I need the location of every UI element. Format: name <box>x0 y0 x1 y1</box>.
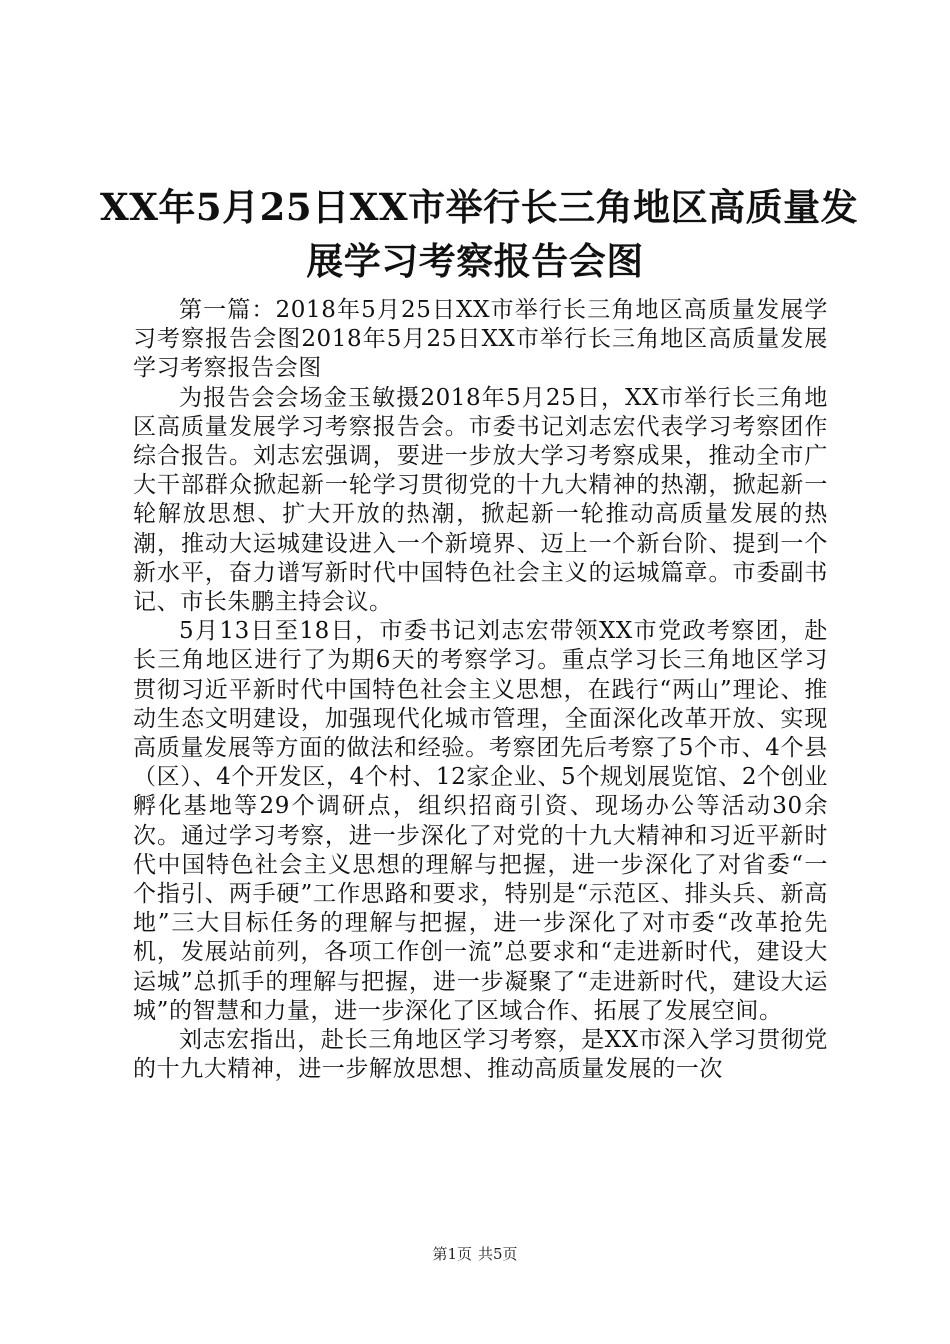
page-total: 共5页 <box>478 1245 518 1263</box>
title-line-2: 展学习考察报告会图 <box>306 239 644 283</box>
paragraph-4: 刘志宏指出，赴长三角地区学习考察，是XX市深入学习贯彻党的十九大精神，进一步解放思想、推动高质量发展的一次 <box>133 1027 828 1083</box>
paragraph-3: 5月13日至18日，市委书记刘志宏带领XX市党政考察团，赴长三角地区进行了为期6天的考察学习。重点学习长三角地区学习贯彻习近平新时代中国特色社会主义思想，在践行“两山”理论、推动生态文明建设，加强现代化城市管理，全面深化改革开放、实现高质量发展等方面的做法和经验。考察团先后考察了5个市、4个县（区）、4个开发区，4个村、12家企业、5个规划展览馆、2个创业孵化基地等29个调研点，组织招商引资、现场办公等活动30余次。通过学习考察，进一步深化了对党的十九大精神和习近平新时代中国特色社会主义思想的理解与把握，进一步深化了对省委“一个指引、两手硬”工作思路和要求，特别是“示范区、排头兵、新高地”三大目标任务的理解与把握，进一步深化了对市委“改革抢先机，发展站前列，各项工作创一流”总要求和“走进新时代，建设大运城”总抓手的理解与把握，进一步凝聚了“走进新时代，建设大运城”的智慧和力量，进一步深化了区域合作、拓展了发展空间。 <box>133 618 828 1024</box>
paragraph-1: 第一篇：2018年5月25日XX市举行长三角地区高质量发展学习考察报告会图2018年5月25日XX市举行长三角地区高质量发展学习考察报告会图 <box>133 297 828 382</box>
page-number: 第1页 <box>432 1245 472 1263</box>
paragraph-2: 为报告会会场金玉敏摄2018年5月25日，XX市举行长三角地区高质量发展学习考察报告会。市委书记刘志宏代表学习考察团作综合报告。刘志宏强调，要进一步放大学习考察成果，推动全市广大干部群众掀起新一轮学习贯彻党的十九大精神的热潮，掀起新一轮解放思想、扩大开放的热潮，掀起新一轮推动高质量发展的热潮，推动大运城建设进入一个新境界、迈上一个新台阶、提到一个新水平，奋力谱写新时代中国特色社会主义的运城篇章。市委副书记、市长朱鹏主持会议。 <box>133 384 828 616</box>
document-body <box>133 296 828 1084</box>
title-line-1: XX年5月25日XX市举行长三角地区高质量发 <box>100 185 859 229</box>
page-footer <box>0 1244 950 1264</box>
document-title <box>100 180 859 288</box>
